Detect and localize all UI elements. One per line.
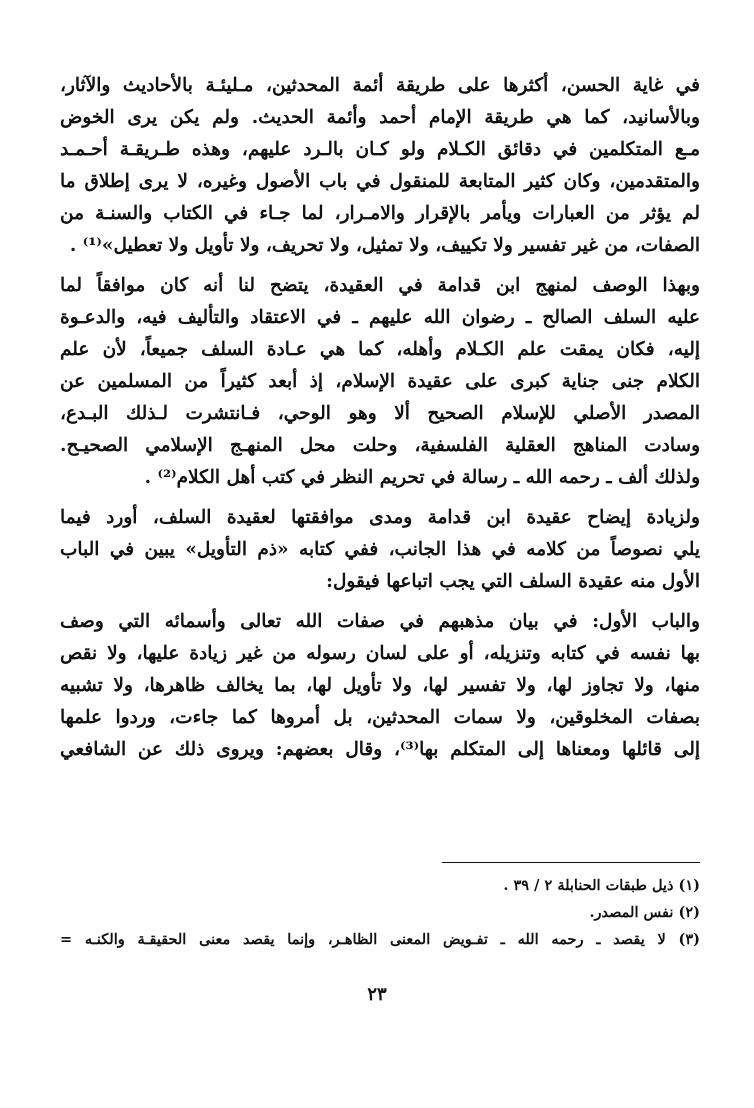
text-line: ولذلك ألف ـ رحمه الله ـ رسالة في تحريم النظر في كتب أهل الكلام⁽²⁾ . — [144, 467, 700, 488]
text-line: ولزيادة إيضاح عقيدة ابن قدامة ومدى موافقتها لعقيدة السلف، أورد فيما — [60, 507, 700, 528]
paragraph — [60, 70, 700, 262]
paragraph — [60, 502, 700, 598]
footnote-divider — [442, 862, 700, 863]
text-line: عليه السلف الصالح ـ رضوان الله عليهم ـ في الاعتقاد والتأليف فيه، والدعـوة — [60, 307, 700, 328]
text-line: في غاية الحسن، أكثرها على طريقة أئمة المحدثين، مـليئـة بالأحاديث والآثار، — [60, 75, 700, 96]
page-number: ٢٣ — [367, 984, 387, 1005]
footnote: (٢) نفس المصدر. — [589, 904, 700, 921]
text-line: والمتقدمين، وكان كثير المتابعة للمنقول في باب الأصول وغيره، لا يرى إطلاق ما — [60, 171, 700, 192]
text-line: إلى قائلها ومعناها إلى المتكلم بها⁽³⁾، وقال بعضهم: ويروى ذلك عن الشافعي — [60, 739, 700, 760]
footnote: (١) ذيل طبقات الحنابلة ٢ / ٣٩ . — [503, 877, 700, 894]
text-line: منها، ولا تجاوز لها، ولا تفسير لها، ولا تأويل لها، بما يخالف ظاهرها، ولا تشبيه — [60, 675, 700, 696]
text-line: يلي نصوصاً من كلامه في هذا الجانب، ففي كتابه «ذم التأويل» يبين في الباب — [60, 539, 700, 560]
text-line: الأول منه عقيدة السلف التي يجب اتباعها فيقول: — [326, 571, 700, 592]
text-line: بصفات المخلوقين، ولا سمات المحدثين، بل أمروها كما جاءت، وردوا علمها — [60, 707, 700, 728]
text-line: وسادت المناهج العقلية الفلسفية، وحلت محل المنهـج الإسلامي الصحيـح. — [60, 435, 700, 456]
footnotes — [60, 872, 700, 953]
text-line: بها نفسه في كتابه وتنزيله، أو على لسان رسوله من غير زيادة عليها، ولا نقص — [60, 643, 700, 664]
main-text — [60, 70, 700, 774]
text-line: وبالأسانيد، كما هي طريقة الإمام أحمد وأئمة الحديث. ولم يكن يرى الخوض — [60, 107, 700, 128]
text-line: وبهذا الوصف لمنهج ابن قدامة في العقيدة، يتضح لنا أنه كان موافقاً لما — [60, 275, 700, 296]
text-line: والباب الأول: في بيان مذهبهم في صفات الله تعالى وأسمائه التي وصف — [60, 611, 700, 632]
text-line: لم يؤثر من العبارات ويأمر بالإقرار والامـرار، لما جـاء في الكتاب والسنـة من — [60, 203, 700, 224]
text-line: الصفات، من غير تفسير ولا تكييف، ولا تمثيل، ولا تحريف، ولا تأويل ولا تعطيل»⁽¹⁾ . — [69, 235, 700, 256]
paragraph — [60, 606, 700, 766]
text-line: إليه، فكان يمقت علم الكـلام وأهله، كما هي عـادة السلف جميعاً، لأن علم — [60, 339, 700, 360]
text-line: المصدر الأصلي للإسلام الصحيح ألا وهو الوحي، فـانتشرت لـذلك البـدع، — [60, 403, 700, 424]
footnote: (٣) لا يقصد ـ رحمه الله ـ تفـويض المعنى الظاهـر، وإنما يقصد معنى الحقيقـة والكنـه = — [60, 931, 700, 948]
text-line: مـع المتكلمين في دقائق الكـلام ولو كـان بالـرد عليهم، وهذه طـريقـة أحـمـد — [60, 139, 700, 160]
paragraph — [60, 270, 700, 494]
text-line: الكلام جنى جناية كبرى على عقيدة الإسلام، إذ أبعد كثيراً من المسلمين عن — [60, 371, 700, 392]
